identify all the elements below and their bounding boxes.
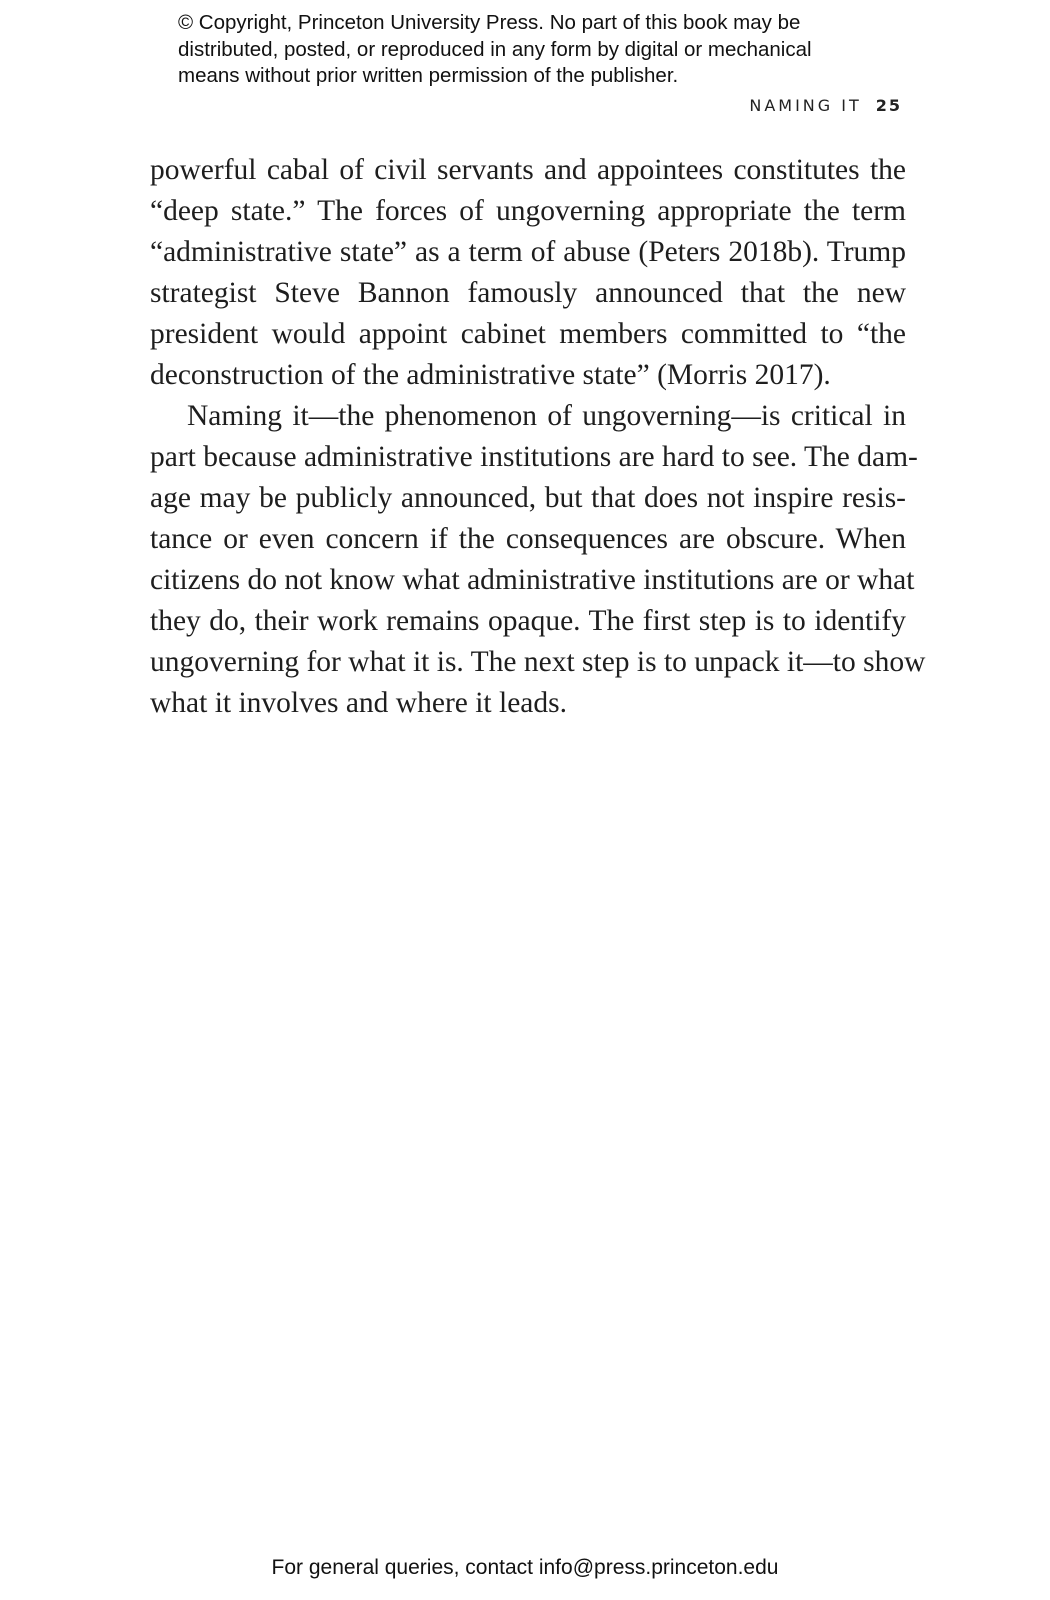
text-line: part because administrative institutions are hard to see. The dam- [150, 441, 918, 473]
page-number: 25 [875, 96, 902, 115]
text-line: deconstruction of the administrative state” (Morris 2017). [150, 359, 831, 391]
text-line: citizens do not know what administrative institutions are or what [150, 564, 915, 596]
text-line: “deep state.” The forces of ungoverning appropriate the term [150, 195, 906, 227]
footer-contact: For general queries, contact info@press.princeton.edu [271, 1556, 779, 1579]
text-line: powerful cabal of civil servants and appointees constitutes the [150, 154, 906, 186]
body-text [150, 150, 926, 724]
text-line: tance or even concern if the consequences are obscure. When [150, 523, 906, 555]
copyright-line: distributed, posted, or reproduced in any form by digital or mechanical [178, 37, 812, 61]
text-line: Naming it—the phenomenon of ungoverning—is critical in [187, 400, 906, 432]
copyright-line: means without prior written permission of the publisher. [178, 64, 679, 87]
paragraph [150, 150, 906, 396]
text-line: age may be publicly announced, but that does not inspire resis- [150, 482, 906, 514]
text-line: strategist Steve Bannon famously announced that the new [150, 277, 906, 309]
running-head [749, 96, 902, 115]
text-line: they do, their work remains opaque. The first step is to identify [150, 605, 906, 637]
copyright-line: © Copyright, Princeton University Press. No part of this book may be [178, 11, 801, 34]
text-line: president would appoint cabinet members committed to “the [150, 318, 906, 350]
text-line: “administrative state” as a term of abuse (Peters 2018b). Trump [150, 236, 906, 268]
copyright-notice [178, 10, 898, 90]
paragraph [150, 396, 926, 724]
text-line: what it involves and where it leads. [150, 687, 567, 719]
text-line: ungoverning for what it is. The next step is to unpack it—to show [150, 646, 926, 678]
chapter-title: NAMING IT [749, 96, 862, 115]
